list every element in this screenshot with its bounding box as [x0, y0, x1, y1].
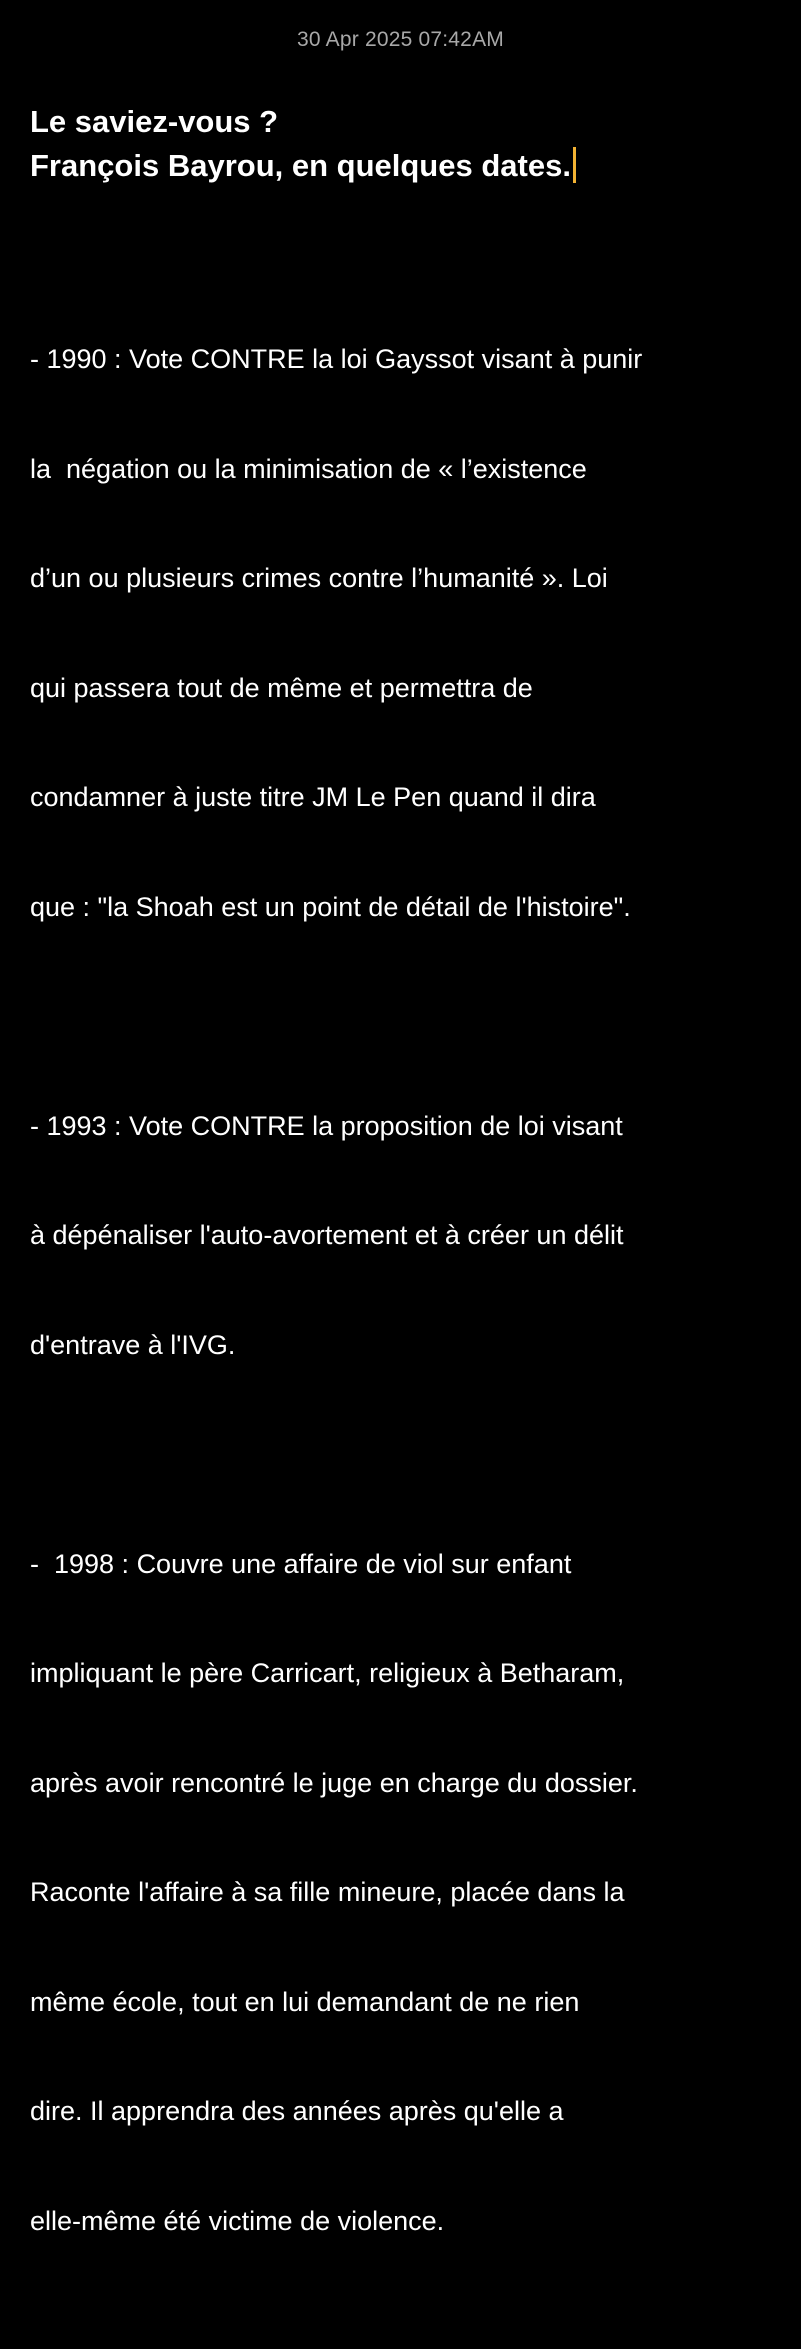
note-line: que : "la Shoah est un point de détail de l'histoire".	[30, 891, 631, 922]
note-paragraph-1990	[30, 268, 790, 998]
note-line: dire. Il apprendra des années après qu'elle a	[30, 2096, 564, 2126]
note-body[interactable]	[30, 100, 790, 2349]
note-line: - 1993 : Vote CONTRE la proposition de loi visant	[30, 1110, 623, 1141]
note-title-line: Le saviez-vous ?	[30, 104, 279, 139]
note-content[interactable]	[30, 268, 790, 2312]
text-cursor	[573, 147, 576, 183]
note-line: d’un ou plusieurs crimes contre l’humanité ». Loi	[30, 563, 608, 593]
note-line: même école, tout en lui demandant de ne rien	[30, 1986, 580, 2017]
note-line: la négation ou la minimisation de « l’existence	[30, 453, 587, 484]
note-line: elle-même été victime de violence.	[30, 2205, 445, 2236]
note-paragraph-1998	[30, 1473, 790, 2313]
note-title-line	[30, 144, 790, 188]
note-timestamp: 30 Apr 2025 07:42AM	[297, 28, 504, 51]
note-title[interactable]	[30, 100, 790, 188]
note-title-line-text: François Bayrou, en quelques dates.	[30, 148, 571, 183]
note-line: impliquant le père Carricart, religieux à Betharam,	[30, 1658, 625, 1688]
note-line: condamner à juste titre JM Le Pen quand il dira	[30, 782, 596, 812]
note-line: - 1990 : Vote CONTRE la loi Gayssot visant à punir	[30, 344, 643, 374]
note-line: - 1998 : Couvre une affaire de viol sur enfant	[30, 1548, 572, 1579]
note-line: qui passera tout de même et permettra de	[30, 672, 533, 703]
note-line: Raconte l'affaire à sa fille mineure, placée dans la	[30, 1877, 625, 1907]
note-paragraph-1993	[30, 1035, 790, 1437]
note-line: d'entrave à l'IVG.	[30, 1329, 236, 1360]
note-line: après avoir rencontré le juge en charge du dossier.	[30, 1767, 638, 1798]
note-line: à dépénaliser l'auto-avortement et à créer un délit	[30, 1220, 624, 1250]
